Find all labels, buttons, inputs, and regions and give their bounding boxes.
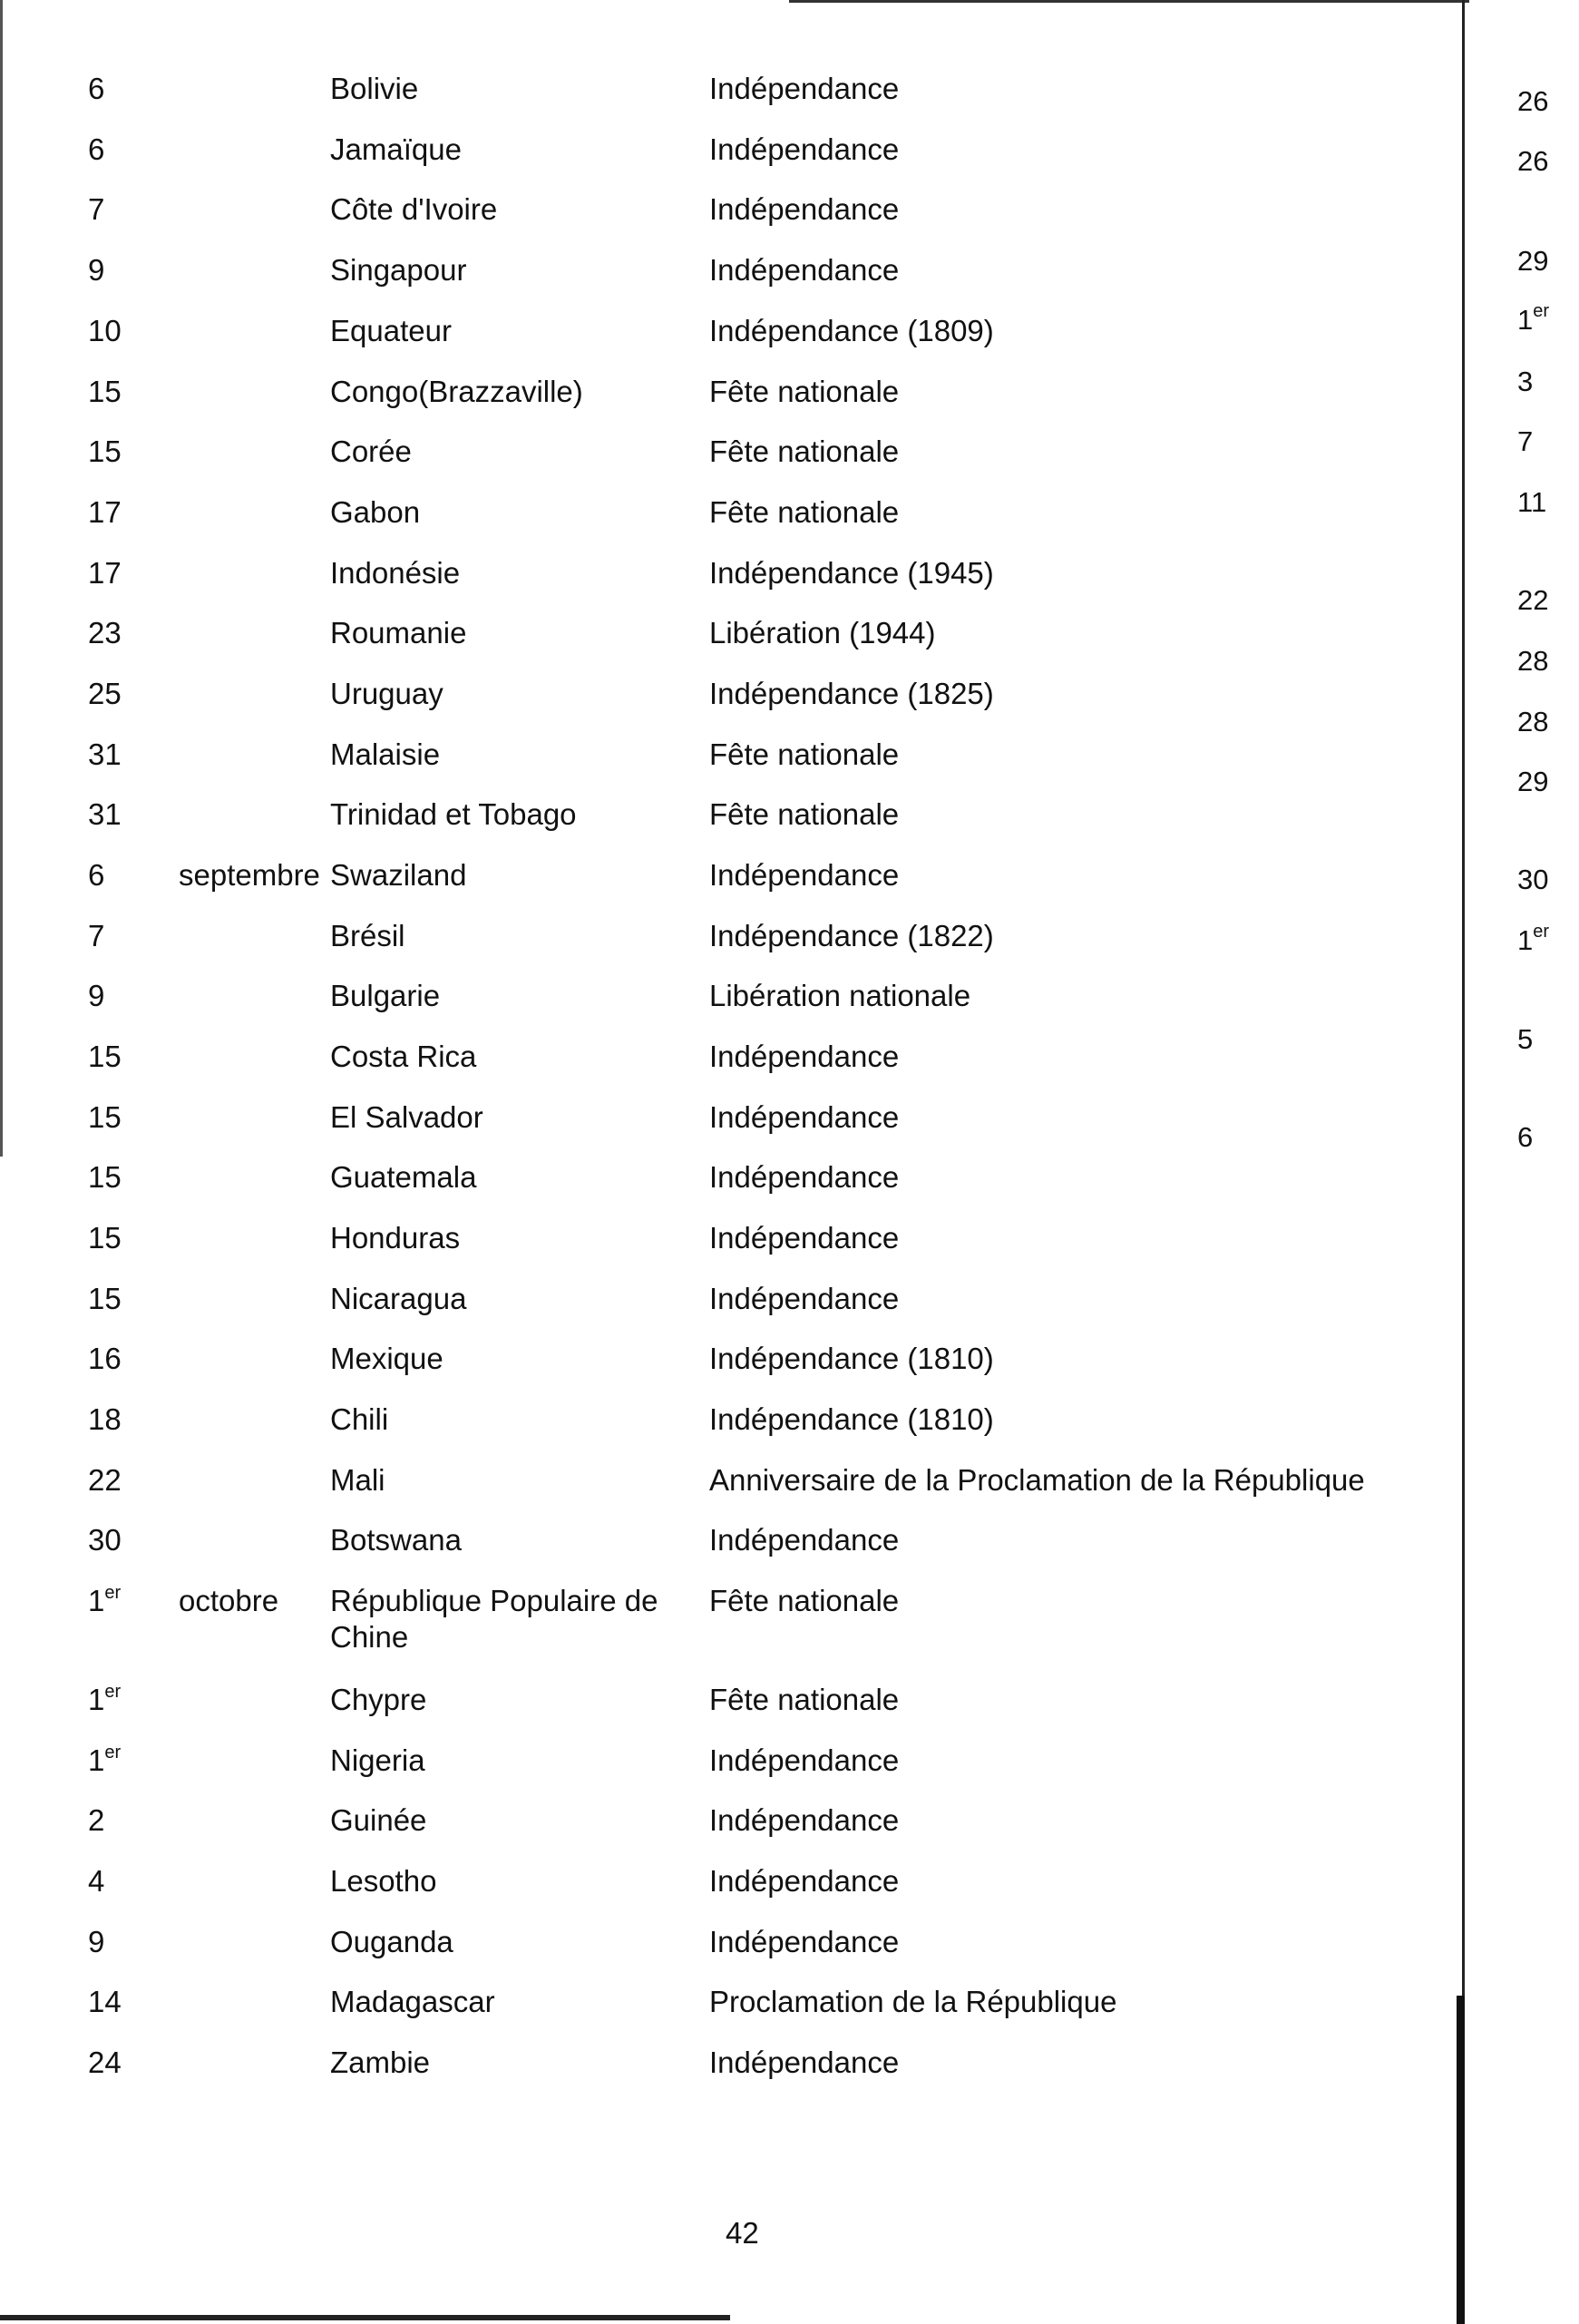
event-cell: Libération (1944) <box>709 616 936 649</box>
table-row <box>0 1984 1451 2038</box>
day-number: 30 <box>88 1523 122 1557</box>
day-cell <box>88 978 104 1014</box>
adjacent-page-number <box>1517 243 1548 279</box>
country-cell <box>330 1341 443 1377</box>
country-name: Botswana <box>330 1523 462 1557</box>
day-number: 16 <box>88 1342 122 1375</box>
adjacent-page-number <box>1517 764 1548 800</box>
table-row <box>0 374 1451 428</box>
country-name: Costa Rica <box>330 1040 477 1073</box>
country-name: Uruguay <box>330 677 443 710</box>
day-number: 6 <box>88 132 105 166</box>
event-cell: Indépendance (1810) <box>709 1402 994 1436</box>
day-number: 15 <box>88 435 122 468</box>
day-cell <box>88 2045 122 2081</box>
country-cell <box>330 918 405 954</box>
country-name: Malaisie <box>330 737 441 771</box>
table-row <box>0 132 1451 186</box>
country-cell <box>330 313 452 349</box>
day-cell <box>88 1401 122 1438</box>
day-cell <box>88 71 104 107</box>
country-cell <box>330 676 443 712</box>
country-name: Corée <box>330 435 412 468</box>
country-name: Chili <box>330 1402 389 1436</box>
adjacent-page-day: 29 <box>1517 245 1549 277</box>
country-name: Congo(Brazzaville) <box>330 375 583 408</box>
adjacent-page-number <box>1517 704 1548 740</box>
day-ordinal-suffix: er <box>104 1583 122 1603</box>
country-cell <box>330 1583 658 1655</box>
event-cell: Indépendance <box>709 1160 900 1194</box>
day-number: 1 <box>88 1683 105 1716</box>
adjacent-page-day: 7 <box>1517 425 1534 457</box>
country-cell <box>330 1863 436 1899</box>
bottom-rule <box>0 2315 730 2320</box>
day-cell <box>88 252 104 288</box>
day-number: 9 <box>88 1925 105 1958</box>
adjacent-page-number <box>1517 1119 1533 1156</box>
day-number: 23 <box>88 616 122 649</box>
table-row <box>0 71 1451 125</box>
country-name: Swaziland <box>330 858 467 892</box>
country-cell <box>330 1682 426 1718</box>
country-cell <box>330 1522 462 1558</box>
country-name: Mali <box>330 1463 385 1497</box>
event-cell: Indépendance <box>709 253 900 287</box>
event-cell: Fête nationale <box>709 797 900 831</box>
event-cell: Indépendance <box>709 1221 900 1255</box>
table-row <box>0 2045 1451 2099</box>
event-cell: Fête nationale <box>709 1683 900 1716</box>
country-cell <box>330 615 466 651</box>
table-row <box>0 1583 1451 1654</box>
right-page-edge-shadow <box>1457 1996 1465 2324</box>
event-cell: Indépendance (1809) <box>709 314 994 347</box>
day-number: 15 <box>88 1160 122 1194</box>
country-cell <box>330 1743 425 1779</box>
table-row <box>0 737 1451 791</box>
day-ordinal-suffix: er <box>104 1743 122 1763</box>
event-cell: Indépendance <box>709 1803 900 1837</box>
event-cell: Indépendance (1825) <box>709 677 994 710</box>
day-number: 7 <box>88 192 105 226</box>
adjacent-page-number <box>1517 424 1533 460</box>
event-cell: Indépendance <box>709 1282 900 1315</box>
day-number: 1 <box>88 1743 105 1777</box>
country-cell <box>330 252 466 288</box>
country-cell <box>330 132 462 168</box>
event-cell: Fête nationale <box>709 375 900 408</box>
country-name: Jamaïque <box>330 132 462 166</box>
table-row <box>0 796 1451 851</box>
adjacent-page-number <box>1517 302 1549 338</box>
day-cell <box>88 1039 122 1075</box>
country-cell <box>330 494 420 531</box>
country-name: Equateur <box>330 314 452 347</box>
country-cell <box>330 555 460 591</box>
adjacent-page-number <box>1517 923 1549 959</box>
adjacent-page-day: 29 <box>1517 766 1549 797</box>
day-cell <box>88 857 104 893</box>
day-cell <box>88 374 122 410</box>
day-cell <box>88 1682 121 1718</box>
day-number: 1 <box>88 1584 105 1617</box>
day-cell <box>88 796 122 833</box>
adjacent-page-number <box>1517 143 1548 180</box>
adjacent-page-number <box>1517 484 1546 521</box>
day-cell <box>88 434 122 470</box>
day-cell <box>88 1281 122 1317</box>
event-cell: Fête nationale <box>709 737 900 771</box>
event-cell: Libération nationale <box>709 979 971 1012</box>
country-cell <box>330 1924 453 1960</box>
day-cell <box>88 1984 122 2020</box>
adjacent-page-day: 1 <box>1517 924 1534 956</box>
day-number: 4 <box>88 1864 105 1898</box>
table-row <box>0 918 1451 972</box>
adjacent-page-number <box>1517 582 1548 619</box>
table-row <box>0 434 1451 488</box>
event-cell: Indépendance <box>709 1100 900 1134</box>
adjacent-page-day: 3 <box>1517 366 1534 397</box>
day-number: 9 <box>88 253 105 287</box>
day-number: 15 <box>88 375 122 408</box>
day-cell <box>88 494 122 531</box>
day-cell <box>88 1583 121 1619</box>
country-name: El Salvador <box>330 1100 483 1134</box>
day-cell <box>88 1099 122 1136</box>
country-cell <box>330 1159 476 1196</box>
country-cell <box>330 857 466 893</box>
table-row <box>0 1039 1451 1093</box>
adjacent-page-ordinal-suffix: er <box>1533 301 1550 321</box>
day-cell <box>88 918 104 954</box>
adjacent-page-day: 30 <box>1517 864 1549 895</box>
day-number: 10 <box>88 314 122 347</box>
day-number: 18 <box>88 1402 122 1436</box>
table-row <box>0 1924 1451 1978</box>
country-name: Mexique <box>330 1342 443 1375</box>
table-row <box>0 252 1451 307</box>
event-cell: Fête nationale <box>709 435 900 468</box>
table-row <box>0 1099 1451 1154</box>
country-name: République Populaire de <box>330 1584 658 1617</box>
table-row <box>0 1159 1451 1214</box>
day-number: 2 <box>88 1803 105 1837</box>
country-cell <box>330 374 583 410</box>
country-cell <box>330 796 577 833</box>
day-number: 24 <box>88 2046 122 2079</box>
adjacent-page-number <box>1517 83 1548 120</box>
day-cell <box>88 1159 122 1196</box>
adjacent-page-number <box>1517 643 1548 679</box>
adjacent-page-day: 26 <box>1517 145 1549 177</box>
day-cell <box>88 1462 122 1499</box>
right-page-edge <box>1462 0 1465 2324</box>
table-row <box>0 857 1451 912</box>
country-cell <box>330 1462 385 1499</box>
event-cell: Indépendance <box>709 1864 900 1898</box>
day-number: 22 <box>88 1463 122 1497</box>
country-cell <box>330 2045 430 2081</box>
adjacent-page-day: 5 <box>1517 1023 1534 1055</box>
day-number: 31 <box>88 797 122 831</box>
table-row <box>0 1281 1451 1335</box>
table-row <box>0 1522 1451 1577</box>
adjacent-page-day: 28 <box>1517 706 1549 737</box>
adjacent-page-day: 1 <box>1517 304 1534 336</box>
table-row <box>0 1863 1451 1918</box>
event-cell: Indépendance <box>709 2046 900 2079</box>
event-cell: Indépendance <box>709 1523 900 1557</box>
table-row <box>0 676 1451 730</box>
day-cell <box>88 737 122 773</box>
day-number: 6 <box>88 72 105 105</box>
country-name: Lesotho <box>330 1864 437 1898</box>
country-cell <box>330 191 497 228</box>
day-number: 9 <box>88 979 105 1012</box>
day-number: 15 <box>88 1040 122 1073</box>
adjacent-page-day: 6 <box>1517 1121 1534 1153</box>
day-number: 17 <box>88 556 122 590</box>
day-cell <box>88 191 104 228</box>
day-cell <box>88 615 122 651</box>
country-name: Nicaragua <box>330 1282 467 1315</box>
country-name: Guatemala <box>330 1160 477 1194</box>
event-cell: Indépendance (1945) <box>709 556 994 590</box>
country-name: Trinidad et Tobago <box>330 797 577 831</box>
adjacent-page-number <box>1517 364 1533 400</box>
country-name: Nigeria <box>330 1743 425 1777</box>
event-cell: Indépendance <box>709 192 900 226</box>
day-cell <box>88 1743 121 1779</box>
day-cell <box>88 1341 122 1377</box>
day-cell <box>88 1863 104 1899</box>
country-name: Zambie <box>330 2046 431 2079</box>
day-cell <box>88 1802 104 1839</box>
event-cell: Indépendance <box>709 1040 900 1073</box>
day-number: 15 <box>88 1100 122 1134</box>
country-cell <box>330 1281 466 1317</box>
table-row <box>0 191 1451 246</box>
country-cell <box>330 1099 483 1136</box>
country-cell <box>330 71 418 107</box>
month-cell: septembre <box>179 858 320 892</box>
table-row <box>0 1743 1451 1797</box>
day-number: 15 <box>88 1282 122 1315</box>
country-name: Ouganda <box>330 1925 453 1958</box>
table-row <box>0 615 1451 669</box>
country-name: Madagascar <box>330 1985 495 2018</box>
event-cell: Anniversaire de la Proclamation de la République <box>709 1463 1365 1497</box>
adjacent-page-ordinal-suffix: er <box>1533 922 1550 942</box>
country-cell <box>330 1039 476 1075</box>
country-cell <box>330 737 440 773</box>
day-number: 31 <box>88 737 122 771</box>
event-cell: Indépendance (1822) <box>709 919 994 952</box>
day-cell <box>88 1924 104 1960</box>
country-name: Singapour <box>330 253 467 287</box>
country-cell <box>330 1802 426 1839</box>
adjacent-page-day: 11 <box>1517 486 1547 518</box>
page-number: 42 <box>726 2216 759 2250</box>
table-row <box>0 1462 1451 1517</box>
table-row <box>0 1802 1451 1857</box>
table-row <box>0 1401 1451 1456</box>
day-cell <box>88 676 122 712</box>
event-cell: Indépendance <box>709 1925 900 1958</box>
table-row <box>0 1341 1451 1395</box>
day-number: 15 <box>88 1221 122 1255</box>
table-row <box>0 494 1451 549</box>
event-cell: Fête nationale <box>709 1584 900 1617</box>
event-cell: Indépendance <box>709 858 900 892</box>
day-number: 25 <box>88 677 122 710</box>
day-number: 6 <box>88 858 105 892</box>
event-cell: Indépendance <box>709 1743 900 1777</box>
top-rule <box>789 0 1469 3</box>
day-number: 7 <box>88 919 105 952</box>
adjacent-page-number <box>1517 862 1548 898</box>
event-cell: Indépendance <box>709 132 900 166</box>
country-name: Bulgarie <box>330 979 441 1012</box>
country-cell <box>330 434 412 470</box>
adjacent-page-day: 28 <box>1517 645 1549 677</box>
table-row <box>0 555 1451 610</box>
day-ordinal-suffix: er <box>104 1682 122 1702</box>
country-name: Brésil <box>330 919 405 952</box>
event-cell: Proclamation de la République <box>709 1985 1117 2018</box>
country-cell <box>330 1401 388 1438</box>
adjacent-page-day: 26 <box>1517 85 1549 117</box>
country-name: Bolivie <box>330 72 419 105</box>
day-cell <box>88 132 104 168</box>
country-cell <box>330 1220 460 1256</box>
country-cell <box>330 1984 495 2020</box>
country-cell <box>330 978 440 1014</box>
day-number: 17 <box>88 495 122 529</box>
table-row <box>0 313 1451 367</box>
country-name: Honduras <box>330 1221 461 1255</box>
table-row <box>0 1220 1451 1274</box>
table-row <box>0 978 1451 1032</box>
country-name: Guinée <box>330 1803 427 1837</box>
day-cell <box>88 313 122 349</box>
event-cell: Indépendance <box>709 72 900 105</box>
event-cell: Fête nationale <box>709 495 900 529</box>
adjacent-page-number <box>1517 1021 1533 1058</box>
country-name: Roumanie <box>330 616 467 649</box>
country-name: Indonésie <box>330 556 461 590</box>
table-row <box>0 1682 1451 1736</box>
day-cell <box>88 555 122 591</box>
event-cell: Indépendance (1810) <box>709 1342 994 1375</box>
country-name: Chypre <box>330 1683 427 1716</box>
adjacent-page-day: 22 <box>1517 584 1549 616</box>
month-cell: octobre <box>179 1584 279 1617</box>
day-cell <box>88 1522 122 1558</box>
country-name: Gabon <box>330 495 421 529</box>
country-name: Côte d'Ivoire <box>330 192 498 226</box>
country-name-line2: Chine <box>330 1620 409 1654</box>
day-cell <box>88 1220 122 1256</box>
day-number: 14 <box>88 1985 122 2018</box>
